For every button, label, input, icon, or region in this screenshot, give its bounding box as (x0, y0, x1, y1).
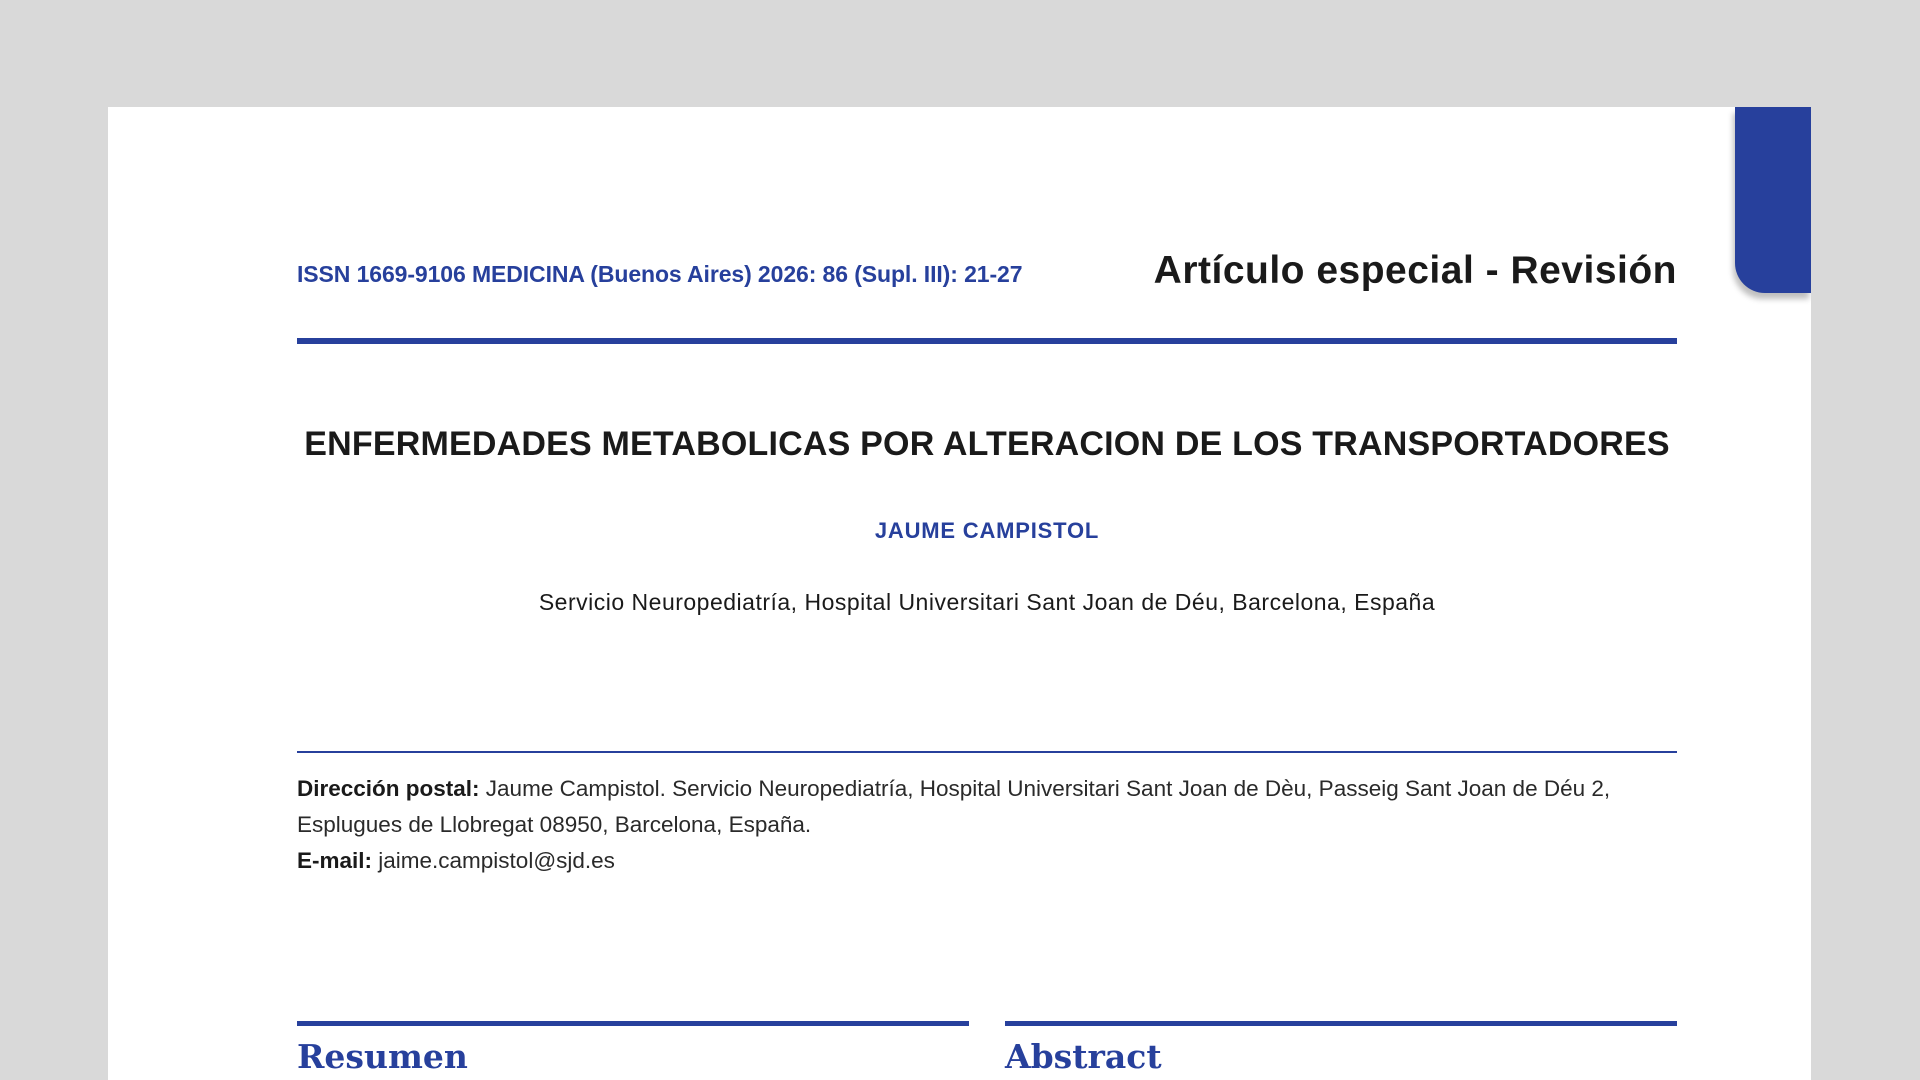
issn-citation: ISSN 1669-9106 MEDICINA (Buenos Aires) 2026: 86 (Supl. III): 21-27 (297, 261, 1023, 287)
email-label: E-mail: (297, 848, 373, 873)
abstract-heading: Abstract (1005, 1037, 1162, 1076)
article-author: JAUME CAMPISTOL (874, 518, 1100, 543)
postal-address-label: Dirección postal: (297, 776, 480, 801)
email-row (297, 843, 1677, 879)
postal-address-line1: Jaume Campistol. Servicio Neuropediatría, Hospital Universitari Sant Joan de Dèu, Passeig Sant Joan de Déu 2, (479, 776, 1611, 801)
email-address[interactable]: jaime.campistol@sjd.es (372, 848, 615, 873)
corner-tab-decoration (1735, 107, 1811, 293)
postal-address (297, 771, 1677, 807)
author-affiliation: Servicio Neuropediatría, Hospital Universitari Sant Joan de Déu, Barcelona, España (538, 589, 1436, 615)
contact-divider (297, 751, 1677, 753)
abstract-divider (1005, 1021, 1677, 1026)
postal-address-line2: Esplugues de Llobregat 08950, Barcelona, España. (297, 812, 812, 837)
header-divider (297, 338, 1677, 344)
document-page (108, 107, 1811, 1080)
contact-block (297, 771, 1677, 879)
resumen-heading: Resumen (297, 1037, 468, 1076)
article-type-label: Artículo especial - Revisión (1153, 249, 1677, 292)
article-title: ENFERMEDADES METABOLICAS POR ALTERACION DE LOS TRANSPORTADORES (304, 425, 1670, 463)
resumen-divider (297, 1021, 969, 1026)
journal-header (297, 247, 1677, 307)
